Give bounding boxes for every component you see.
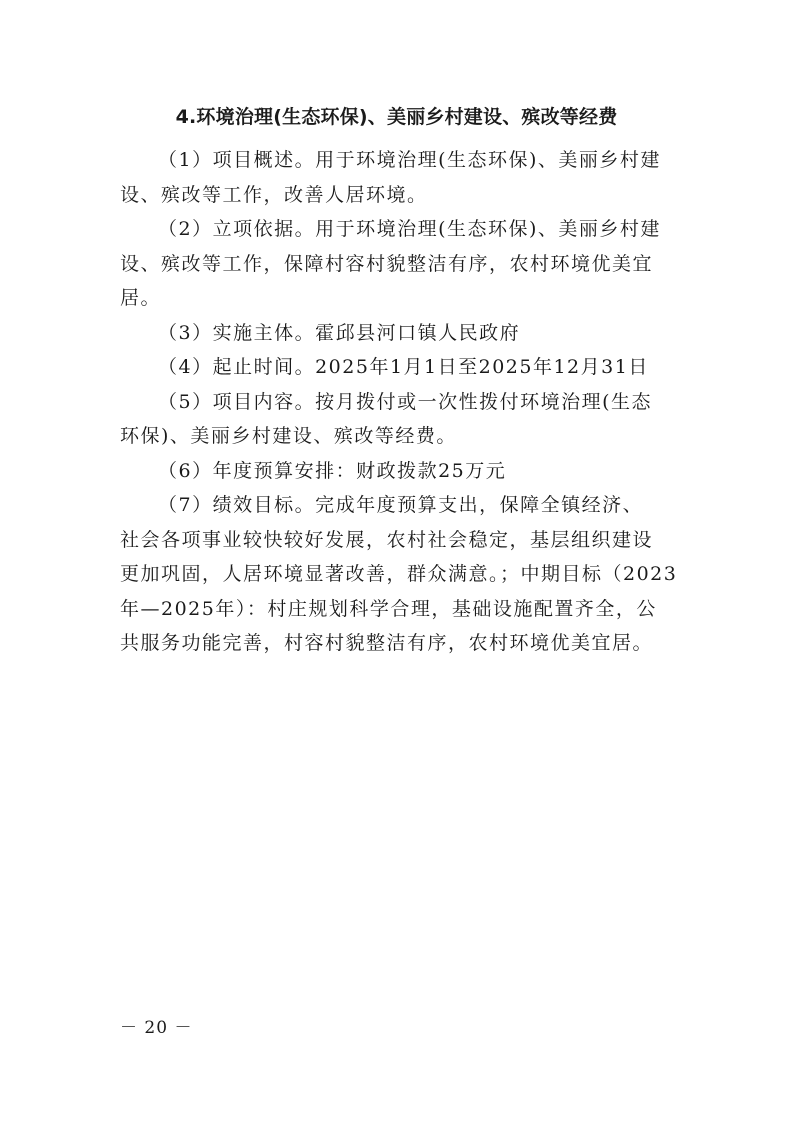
paragraph-period [120, 350, 673, 385]
page-number: － 20 － [120, 1018, 193, 1038]
text-line: 设、殡改等工作，保障村容村貌整洁有序，农村环境优美宜 [120, 252, 654, 275]
paragraph-basis [120, 212, 673, 316]
paragraph-budget [120, 454, 673, 489]
text-line: （2）立项依据。用于环境治理(生态环保)、美丽乡村建 [158, 218, 661, 240]
text-line: 居。 [120, 287, 162, 309]
text-line: （7）绩效目标。完成年度预算支出，保障全镇经济、 [158, 494, 644, 516]
paragraph-overview [120, 143, 673, 212]
text-line: （1）项目概述。用于环境治理(生态环保)、美丽乡村建 [158, 149, 661, 171]
text-line: 更加巩固，人居环境显著改善，群众满意。；中期目标（2023 [120, 563, 678, 585]
text-line: 年—2025年）：村庄规划科学合理，基础设施配置齐全，公 [120, 597, 657, 620]
text-line: 设、殡改等工作，改善人居环境。 [120, 183, 428, 206]
text-line: 环保)、美丽乡村建设、殡改等经费。 [120, 425, 457, 447]
paragraph-implementer [120, 316, 673, 351]
document-body [120, 143, 678, 661]
section-heading: 4.环境治理(生态环保)、美丽乡村建设、殡改等经费 [175, 106, 618, 128]
paragraph-goals [120, 488, 678, 661]
text-line: 共服务功能完善，村容村貌整洁有序，农村环境优美宜居。 [120, 632, 654, 654]
text-line: （6）年度预算安排：财政拨款25万元 [158, 459, 507, 482]
text-line: （5）项目内容。按月拨付或一次性拨付环境治理(生态 [158, 390, 653, 413]
text-line: （3）实施主体。霍邱县河口镇人民政府 [158, 321, 521, 344]
text-line: 社会各项事业较快较好发展，农村社会稳定，基层组织建设 [120, 528, 654, 551]
text-line: （4）起止时间。2025年1月1日至2025年12月31日 [158, 356, 649, 378]
paragraph-content [120, 385, 673, 454]
